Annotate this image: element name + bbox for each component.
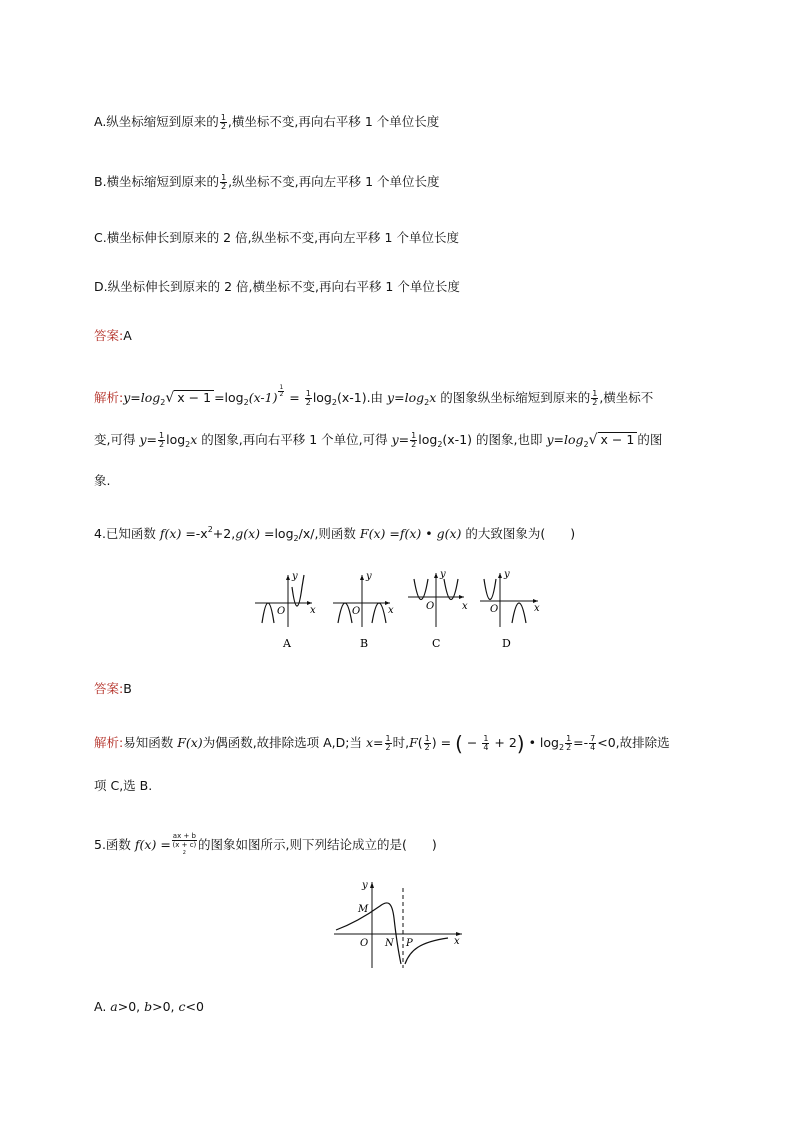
question-4 — [94, 521, 575, 548]
option-a-text: A.纵坐标缩短到原来的 — [94, 114, 219, 129]
expr: y=log — [123, 390, 161, 405]
x-axis-label: x — [462, 601, 468, 612]
expr: log — [166, 432, 186, 447]
expr: 易知函数 — [123, 735, 178, 750]
point-m-label: M — [358, 904, 369, 915]
log-base: 2 — [437, 440, 443, 449]
expr: f(x) — [399, 526, 422, 541]
expr: g(x) — [235, 526, 261, 541]
frac-den: 2 — [305, 398, 311, 407]
log-base: 2 — [331, 398, 337, 407]
frac-den: 2 — [385, 743, 391, 752]
expr: =log — [214, 390, 244, 405]
big-paren-close: ) — [516, 731, 525, 756]
explain-label: 解析: — [94, 735, 124, 750]
expr: f(x) — [134, 837, 157, 853]
frac-den: 2 — [159, 440, 165, 449]
fraction-half — [220, 174, 227, 191]
option-b-text-rest: ,纵坐标不变,再向左平移 1 个单位长度 — [228, 174, 440, 189]
frac-num: 1 — [385, 734, 391, 743]
q-text: 的图象如图所示,则下列结论成立的是( ) — [198, 837, 437, 853]
paren-close: ) — [431, 735, 437, 750]
frac-num: ax + b — [172, 832, 196, 840]
graph-label: B — [360, 637, 369, 650]
x-axis-label: x — [454, 936, 460, 947]
explain-3-line-1 — [94, 385, 653, 412]
origin-label: O — [490, 604, 499, 615]
expr: (x-1) 的图象,也即 — [442, 432, 547, 447]
graph-d — [480, 569, 540, 650]
radicand: x − 1 — [174, 390, 214, 405]
x-axis-label: x — [534, 603, 540, 614]
frac-den: 2 — [592, 398, 598, 407]
fraction-half — [385, 735, 392, 752]
frac-num: 1 — [159, 431, 165, 440]
answer-label: 答案: — [94, 328, 124, 343]
frac-den: 2 — [220, 122, 226, 131]
expr: ,横坐标不 — [599, 390, 654, 405]
expr: 的图象纵坐标缩短到原来的 — [436, 390, 591, 405]
option-a-text-rest: ,横坐标不变,再向右平移 1 个单位长度 — [227, 114, 440, 129]
frac-den: 2 — [279, 391, 284, 398]
option-a — [94, 113, 439, 131]
fraction-half — [410, 432, 417, 449]
answer-value: B — [123, 681, 132, 696]
point-p-label: P — [406, 938, 413, 949]
answer-4 — [94, 680, 132, 698]
q-text: 5.函数 — [94, 837, 135, 853]
frac-den: 2 — [221, 182, 227, 191]
origin-label: O — [277, 606, 286, 617]
exponent-half — [278, 385, 284, 398]
expr: = — [436, 735, 456, 750]
x-axis-label: x — [310, 605, 316, 616]
log-base: 2 — [293, 534, 299, 543]
q-text: 的大致图象为( ) — [461, 526, 576, 541]
fraction-q5 — [172, 832, 197, 859]
graph-b — [333, 571, 394, 650]
expr: (x-1).由 — [336, 390, 388, 405]
expr: 的图象,再向右平移 1 个单位,可得 — [197, 432, 392, 447]
fraction-half — [305, 390, 312, 407]
frac-num: 1 — [592, 389, 598, 398]
graph-label: A — [283, 637, 291, 650]
expr: =log — [260, 526, 294, 541]
expr: (x-1) — [248, 390, 278, 405]
y-axis-label: y — [362, 880, 368, 891]
option-d: D.纵坐标伸长到原来的 2 倍,横坐标不变,再向右平移 1 个单位长度 — [94, 279, 460, 294]
option-b-text: B.横坐标缩短到原来的 — [94, 174, 220, 189]
expr: = — [385, 526, 400, 541]
frac-num: 1 — [305, 389, 311, 398]
fraction-quarter — [482, 735, 489, 752]
expr: =- — [573, 735, 589, 750]
expr: = — [285, 390, 304, 405]
expr: f(x) — [159, 526, 182, 541]
answer-3 — [94, 327, 132, 345]
expr: 时, — [392, 735, 410, 750]
x-axis-label: x — [388, 605, 394, 616]
expr: F(x) — [177, 735, 203, 750]
fraction-seven-quarters — [589, 735, 596, 752]
expr: a — [110, 999, 118, 1014]
y-axis-label: y — [504, 569, 510, 580]
frac-den: 2 — [566, 743, 572, 752]
y-axis-label: y — [292, 571, 298, 582]
expr: >0, — [117, 999, 145, 1014]
expr: • log — [524, 735, 559, 750]
expr: A. — [94, 999, 111, 1014]
fraction-half — [591, 390, 598, 407]
y-axis-label: y — [440, 569, 446, 580]
expr: = — [156, 837, 171, 853]
graph-a — [255, 571, 316, 650]
question-5 — [94, 832, 437, 859]
den-exp: 2 — [182, 850, 186, 856]
q-text: 4.已知函数 — [94, 526, 160, 541]
frac-den: 4 — [590, 743, 596, 752]
radicand: x − 1 — [598, 432, 638, 447]
explain-3-line-3: 象. — [94, 473, 111, 488]
expr: x — [190, 432, 198, 447]
paren-open: ( — [417, 735, 423, 750]
exponent: 2 — [207, 525, 213, 534]
log-base: 2 — [185, 440, 191, 449]
frac-den: 2 — [411, 440, 417, 449]
sqrt-sign: √ — [165, 390, 175, 406]
log-base: 2 — [243, 398, 249, 407]
explain-3-line-2 — [94, 431, 662, 454]
graph-label: C — [432, 637, 441, 650]
frac-den: 4 — [483, 743, 489, 752]
big-paren-open: ( — [455, 731, 463, 756]
explain-4-line-2: 项 C,选 B. — [94, 778, 153, 793]
frac-den: 2 — [424, 743, 430, 752]
option-c: C.横坐标伸长到原来的 2 倍,纵坐标不变,再向左平移 1 个单位长度 — [94, 230, 459, 245]
q4-graphs — [250, 565, 550, 655]
expr: F — [409, 735, 418, 750]
origin-label: O — [426, 601, 435, 612]
log-base: 2 — [160, 398, 166, 407]
q5-graph — [330, 878, 470, 970]
point-n-label: N — [385, 938, 394, 949]
answer-value: A — [123, 328, 132, 343]
log-base: 2 — [424, 398, 430, 407]
option-b — [94, 173, 440, 191]
frac-num: 1 — [424, 734, 430, 743]
expr: 变,可得 — [94, 432, 140, 447]
log-base: 2 — [558, 743, 565, 752]
origin-label: O — [360, 938, 369, 949]
fraction-half — [424, 735, 431, 752]
expr: log — [312, 390, 332, 405]
fraction-half — [158, 432, 165, 449]
expr: y=log — [387, 390, 425, 405]
y-axis-label: y — [366, 571, 372, 582]
expr: =-x — [181, 526, 208, 541]
expr: − — [462, 735, 482, 750]
expr: y= — [391, 432, 410, 447]
frac-den — [172, 841, 197, 859]
expr: 为偶函数,故排除选项 A,D;当 — [202, 735, 366, 750]
expr: F(x) — [359, 526, 386, 541]
expr: • — [421, 526, 437, 541]
expr: x= — [365, 735, 384, 750]
frac-num: 1 — [483, 734, 489, 743]
expr: +2, — [212, 526, 236, 541]
frac-num: 1 — [411, 431, 417, 440]
log-base: 2 — [583, 440, 589, 449]
expr: g(x) — [436, 526, 462, 541]
expr: 的图 — [637, 432, 663, 447]
expr: c — [178, 999, 186, 1014]
frac-num: 1 — [220, 113, 226, 122]
origin-label: O — [352, 606, 361, 617]
explain-4-line-1 — [94, 731, 670, 757]
expr: <0 — [185, 999, 204, 1014]
expr: >0, — [152, 999, 179, 1014]
expr: b — [144, 999, 153, 1014]
expr: x — [429, 390, 437, 405]
expr: log — [418, 432, 438, 447]
frac-num: 1 — [566, 734, 572, 743]
explain-label: 解析: — [94, 390, 124, 405]
answer-label: 答案: — [94, 681, 124, 696]
expr: y=log — [546, 432, 584, 447]
graph-label: D — [502, 637, 511, 650]
graph-c — [408, 569, 468, 650]
frac-num: 1 — [279, 384, 284, 391]
den-base: (x + c) — [172, 841, 197, 849]
fraction-half — [565, 735, 572, 752]
expr: + 2 — [490, 735, 517, 750]
sqrt-sign: √ — [588, 432, 598, 448]
frac-num: 1 — [221, 173, 227, 182]
expr: <0,故排除选 — [597, 735, 670, 750]
fraction-half — [220, 114, 227, 131]
expr: /x/,则函数 — [298, 526, 360, 541]
frac-num: 7 — [590, 734, 596, 743]
expr: y= — [139, 432, 157, 447]
option-a-q5 — [94, 998, 204, 1016]
